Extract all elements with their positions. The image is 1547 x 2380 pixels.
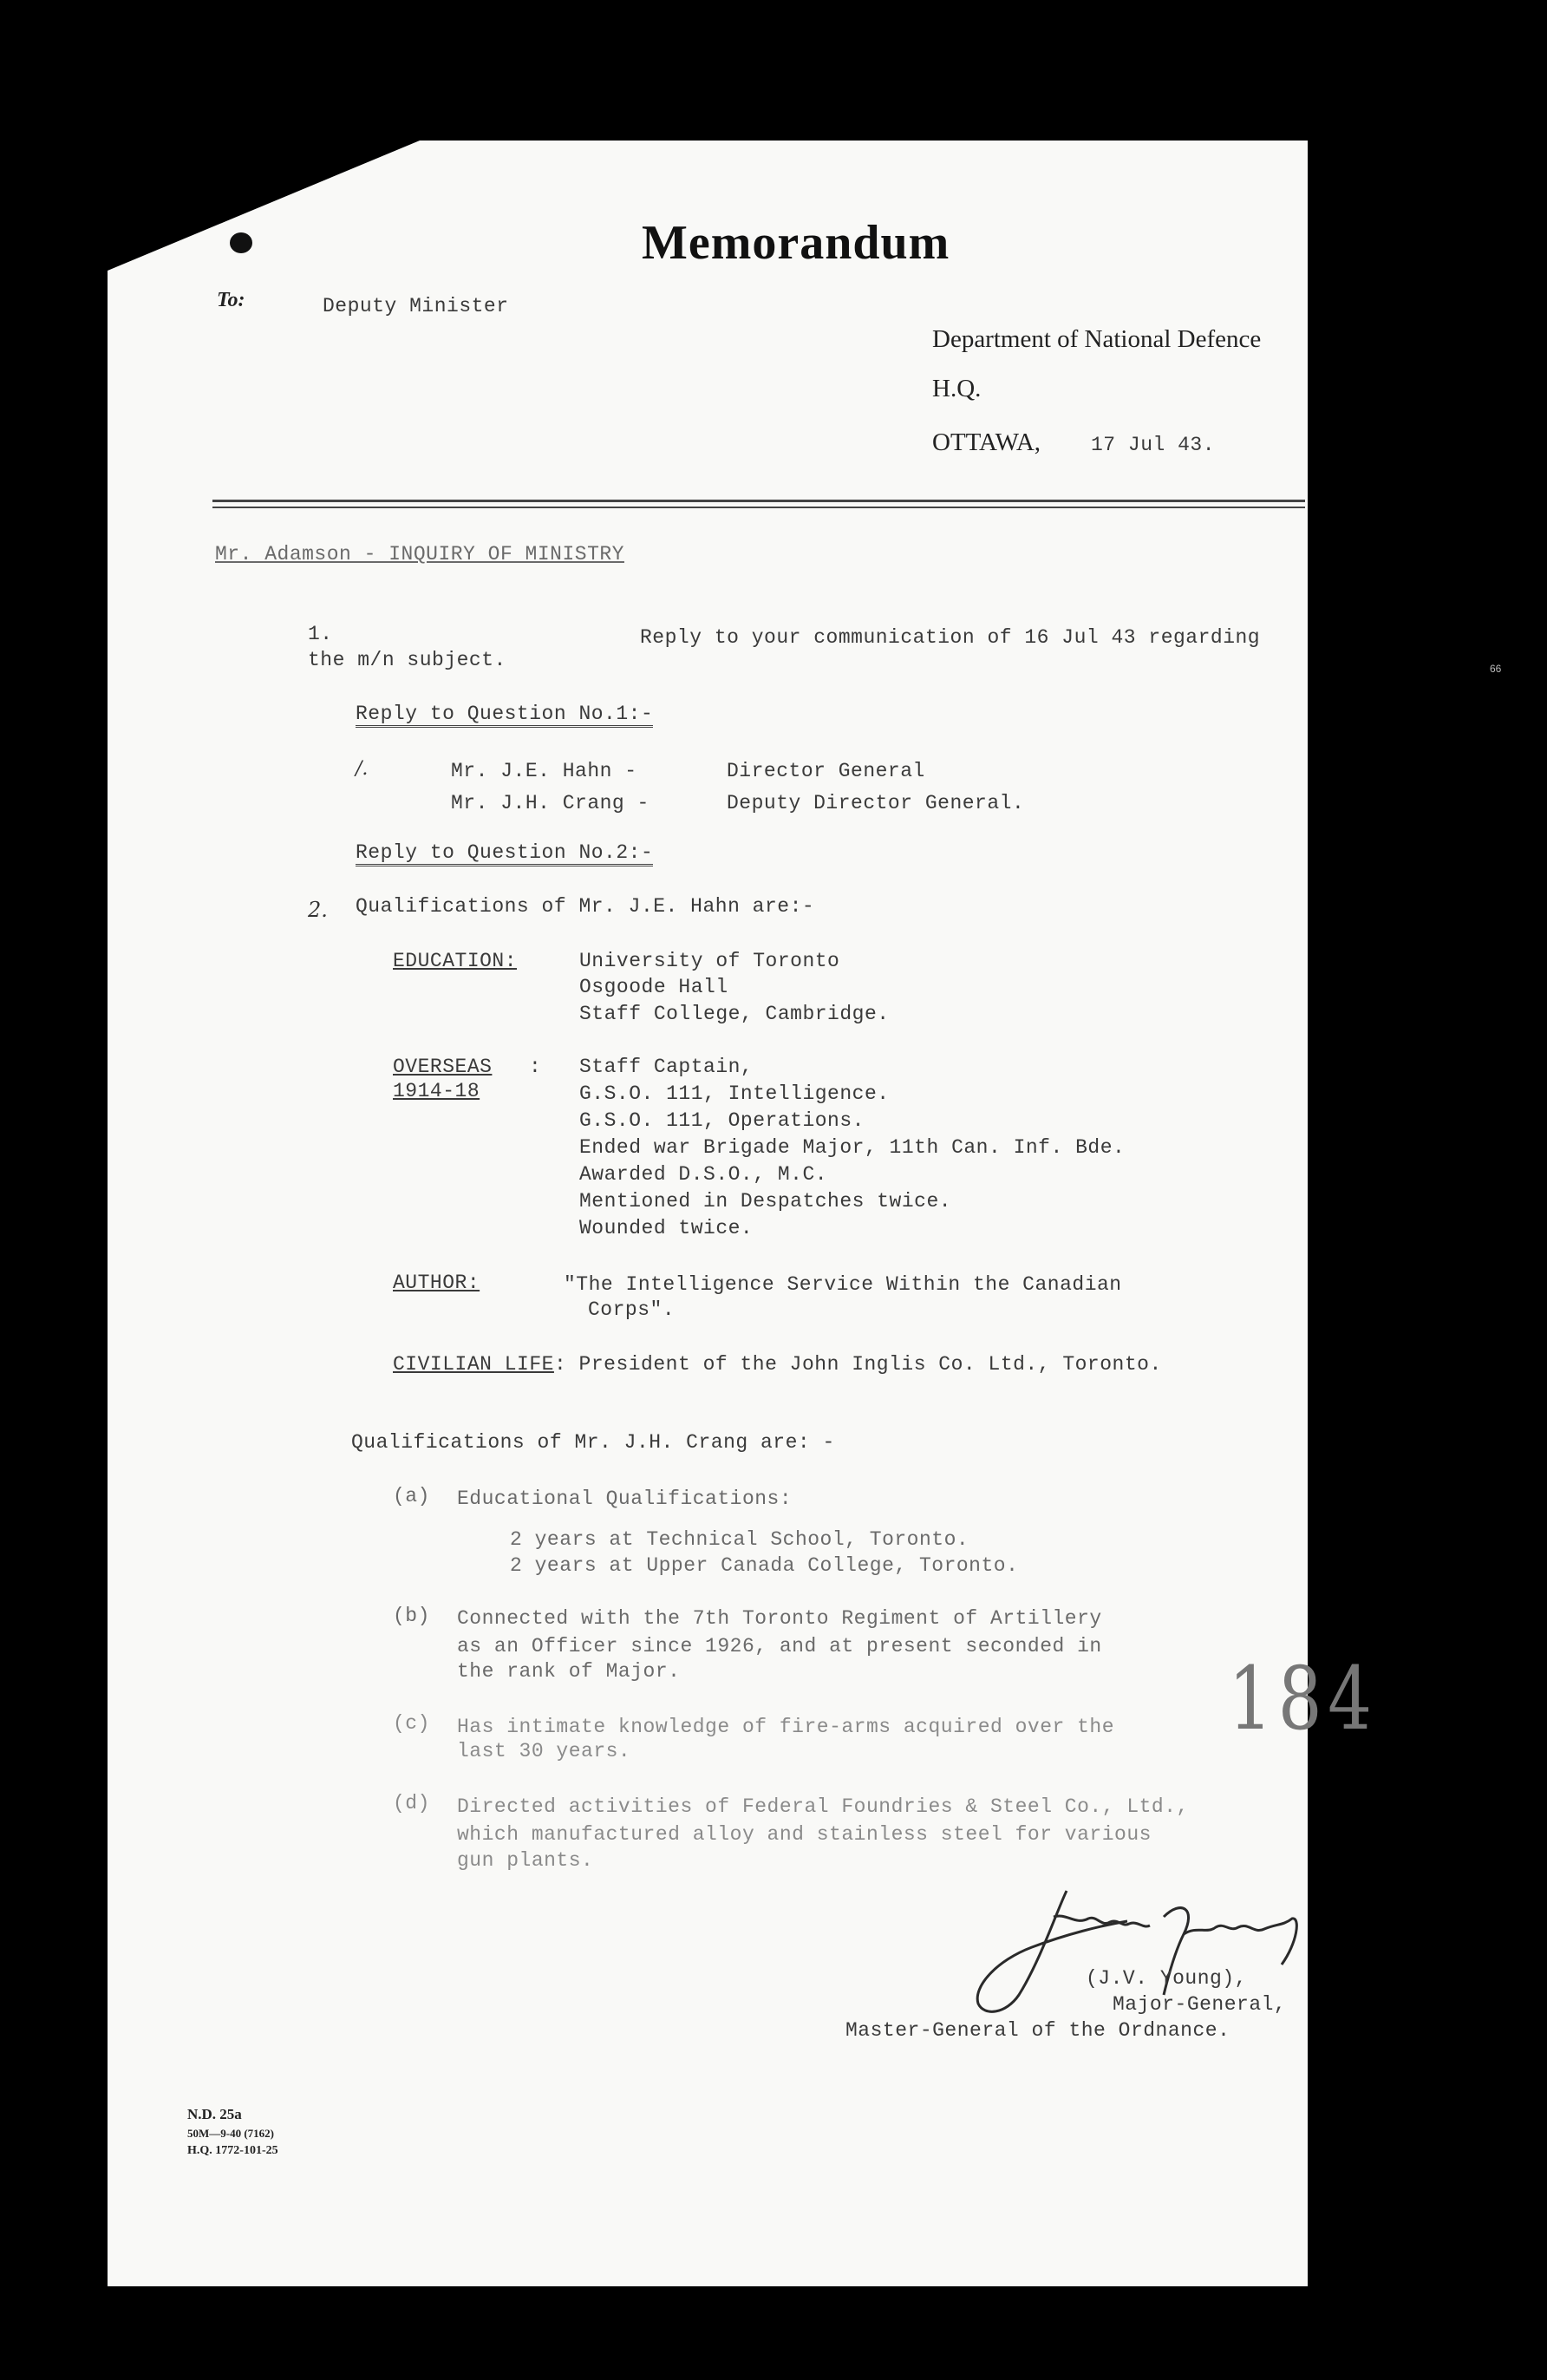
overseas-line-3: G.S.O. 111, Operations. [579,1109,865,1132]
overseas-line-1: Staff Captain, [579,1056,754,1078]
q1-margin-mark: /. [356,758,369,780]
header-rule-top [212,500,1305,502]
q1-name-2: Mr. J.H. Crang - [451,792,649,814]
q1-title-1: Director General [727,760,925,782]
education-line-1: University of Toronto [579,950,840,972]
crang-item-c-line-2: last 30 years. [457,1740,631,1762]
crang-item-b-line-1: Connected with the 7th Toronto Regiment of Artillery [457,1607,1102,1630]
crang-item-a-line-1: Educational Qualifications: [457,1488,793,1510]
subject-text: Mr. Adamson - INQUIRY OF MINISTRY [215,543,624,566]
author-line-2: Corps". [588,1298,676,1321]
department-name: Department of National Defence [932,325,1262,353]
crang-item-b-letter: (b) [393,1605,430,1627]
folio-number: 184 [1228,1648,1378,1749]
author-label: AUTHOR: [393,1272,480,1294]
overseas-line-6: Mentioned in Despatches twice. [579,1190,952,1213]
overseas-line-7: Wounded twice. [579,1217,754,1239]
header-rule-bottom [212,507,1305,508]
signatory-name: (J.V. Young), [1086,1967,1247,1990]
form-line-1: N.D. 25a [187,2106,242,2122]
para1-line2: the m/n subject. [308,649,506,671]
memo-date: 17 Jul 43. [1091,434,1216,456]
crang-item-a-letter: (a) [393,1485,430,1507]
hole-punch-mark [230,232,252,253]
education-line-3: Staff College, Cambridge. [579,1003,890,1025]
author-line-1: "The Intelligence Service Within the Canadian [564,1273,1122,1296]
crang-item-d-line-2: which manufactured alloy and stainless steel for various [457,1823,1152,1846]
overseas-colon: : [529,1056,542,1078]
overseas-years: 1914-18 [393,1080,480,1102]
form-line-2: 50M—9-40 (7162) [187,2127,275,2140]
crang-item-a-sub-1: 2 years at Technical School, Toronto. [510,1528,969,1551]
q1-title-2: Deputy Director General. [727,792,1025,814]
hahn-intro: Qualifications of Mr. J.E. Hahn are:- [356,895,815,918]
crang-intro: Qualifications of Mr. J.H. Crang are: - [351,1431,835,1454]
memo-title: Memorandum [642,216,950,270]
to-value: Deputy Minister [323,295,509,317]
crang-item-b-line-2: as an Officer since 1926, and at present seconded in [457,1635,1102,1658]
q1-name-1: Mr. J.E. Hahn - [451,760,637,782]
crang-item-b-line-3: the rank of Major. [457,1660,681,1683]
form-line-3: H.Q. 1772-101-25 [187,2144,278,2157]
memo-subject [215,543,624,566]
crang-item-a-sub-2: 2 years at Upper Canada College, Toronto. [510,1554,1019,1577]
q2-margin-mark: 2. [308,898,328,922]
crang-item-d-letter: (d) [393,1792,430,1814]
signatory-position: Master-General of the Ordnance. [845,2019,1230,2042]
para1-number: 1. [308,623,333,645]
to-label: To: [217,289,245,311]
crang-item-d-line-1: Directed activities of Federal Foundries & Steel Co., Ltd., [457,1795,1189,1818]
q1-heading: Reply to Question No.1:- [356,703,653,725]
crang-item-c-letter: (c) [393,1712,430,1735]
overseas-label: OVERSEAS [393,1056,493,1078]
crang-item-d-line-3: gun plants. [457,1849,594,1872]
crang-item-c-line-1: Has intimate knowledge of fire-arms acquired over the [457,1716,1115,1738]
city-label: OTTAWA, [932,428,1041,456]
q2-heading: Reply to Question No.2:- [356,841,653,864]
hq-label: H.Q. [932,375,982,402]
education-label: EDUCATION: [393,950,518,972]
edge-mark: 66 [1490,663,1502,675]
para1-line1: Reply to your communication of 16 Jul 43 regarding [640,626,1261,649]
civilian-life: CIVILIAN LIFE: President of the John Inglis Co. Ltd., Toronto. [393,1353,1162,1376]
overseas-line-5: Awarded D.S.O., M.C. [579,1163,828,1186]
overseas-line-4: Ended war Brigade Major, 11th Can. Inf. Bde. [579,1136,1126,1159]
signatory-rank: Major-General, [1113,1993,1287,2016]
overseas-line-2: G.S.O. 111, Intelligence. [579,1082,890,1105]
education-line-2: Osgoode Hall [579,976,728,998]
